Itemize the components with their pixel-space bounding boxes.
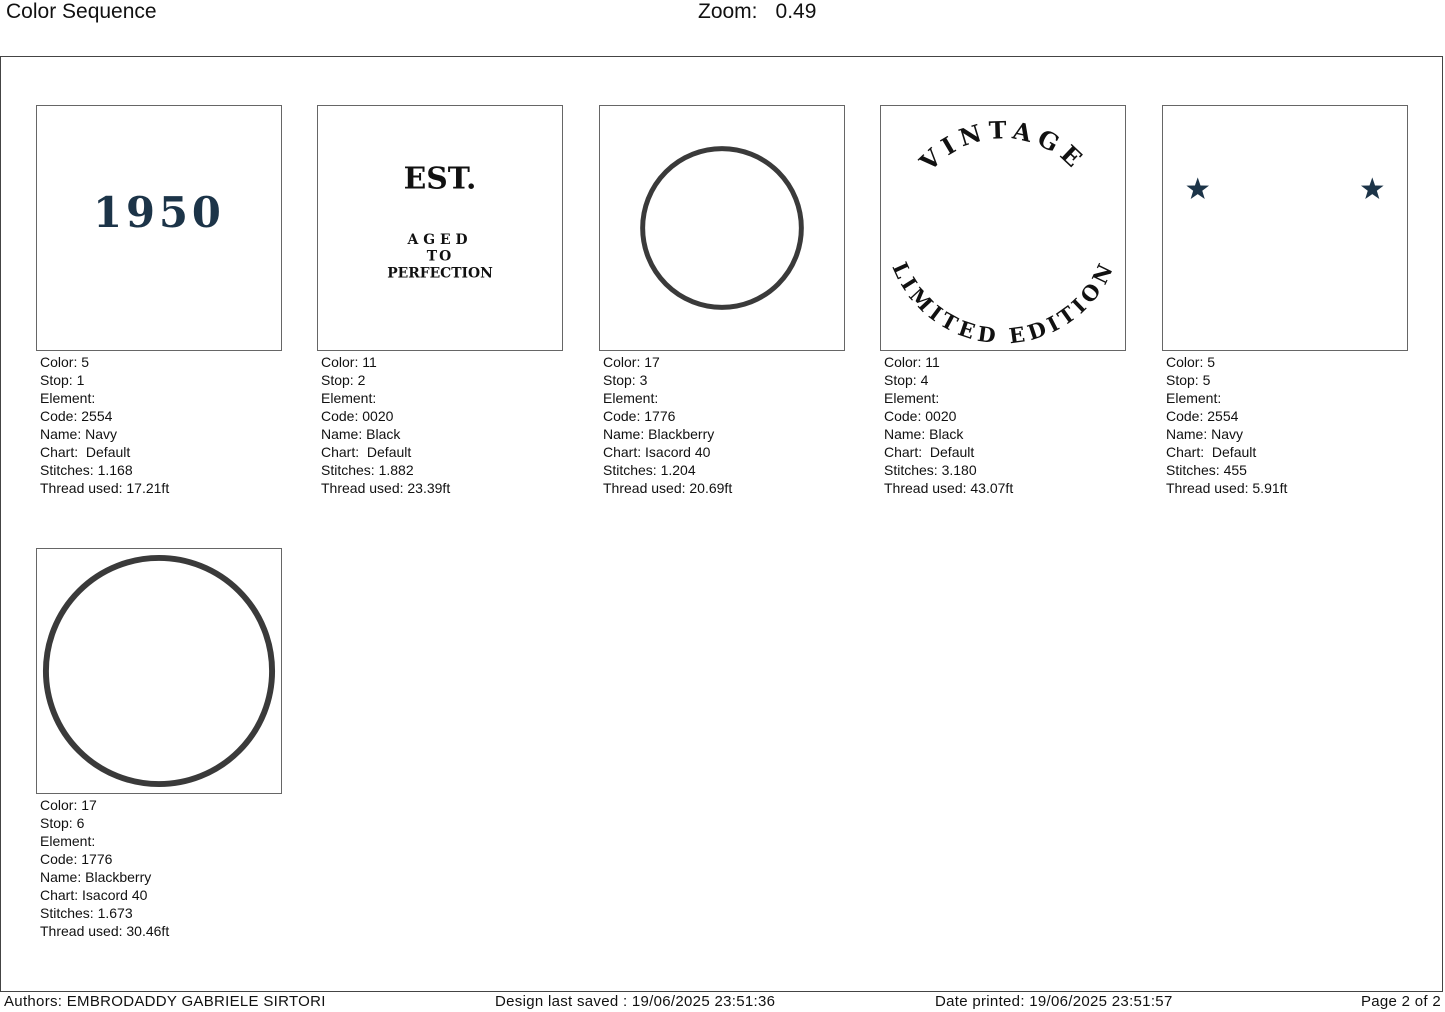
info-color: Color: 5 [1166, 354, 1216, 370]
info-thread: Thread used: 30.46ft [40, 923, 170, 939]
info-thread: Thread used: 43.07ft [884, 480, 1014, 496]
info-chart: Chart: Default [40, 444, 131, 460]
info-code: Code: 2554 [1166, 408, 1239, 424]
footer-last-saved: Design last saved : 19/06/2025 23:51:36 [495, 993, 776, 1010]
footer-page-number: Page 2 of 2 [1360, 993, 1441, 1010]
color-stop-card [36, 105, 282, 497]
star-icon [1186, 177, 1209, 199]
info-stop: Stop: 1 [40, 372, 85, 388]
info-name: Name: Blackberry [40, 869, 152, 885]
info-stitches: Stitches: 1.168 [40, 462, 133, 478]
star-icon [1361, 177, 1384, 199]
preview-text-perfection: PERFECTION [387, 265, 493, 282]
page-title: Color Sequence [6, 0, 157, 23]
info-stop: Stop: 5 [1166, 372, 1211, 388]
stop-info [880, 353, 1126, 497]
info-thread: Thread used: 20.69ft [603, 480, 733, 496]
stitch-preview [36, 105, 282, 351]
footer-authors: Authors: EMBRODADDY GABRIELE SIRTORI [4, 993, 326, 1010]
info-chart: Chart: Default [1166, 444, 1257, 460]
zoom-readout [698, 0, 816, 24]
stop-info [317, 353, 563, 497]
stitch-preview [317, 105, 563, 351]
info-code: Code: 1776 [603, 408, 676, 424]
color-stop-card [880, 105, 1126, 497]
stop-info [1162, 353, 1408, 497]
info-stop: Stop: 6 [40, 815, 85, 831]
info-thread: Thread used: 5.91ft [1166, 480, 1288, 496]
info-chart: Chart: Isacord 40 [603, 444, 711, 460]
info-name: Name: Blackberry [603, 426, 715, 442]
zoom-label: Zoom: [698, 0, 758, 23]
info-color: Color: 17 [40, 797, 97, 813]
stitch-preview [880, 105, 1126, 351]
preview-circle [643, 149, 802, 308]
info-code: Code: 1776 [40, 851, 113, 867]
color-stop-card [36, 548, 282, 940]
info-element: Element: [40, 390, 96, 406]
info-stitches: Stitches: 1.673 [40, 905, 133, 921]
preview-arc-vintage: VINTAGE [914, 116, 1092, 177]
info-element: Element: [1166, 390, 1222, 406]
stop-info [36, 796, 282, 940]
color-stop-card [317, 105, 563, 497]
preview-circle [46, 558, 272, 784]
stitch-preview [1162, 105, 1408, 351]
info-stop: Stop: 3 [603, 372, 648, 388]
info-code: Code: 2554 [40, 408, 113, 424]
info-code: Code: 0020 [884, 408, 957, 424]
info-stop: Stop: 4 [884, 372, 929, 388]
info-stitches: Stitches: 455 [1166, 462, 1247, 478]
info-stitches: Stitches: 1.882 [321, 462, 414, 478]
preview-text-1950: 1950 [93, 188, 225, 238]
color-stop-card [599, 105, 845, 497]
info-name: Name: Navy [40, 426, 118, 442]
info-color: Color: 11 [884, 354, 940, 370]
info-element: Element: [321, 390, 377, 406]
info-name: Name: Black [321, 426, 401, 442]
stitch-preview [599, 105, 845, 351]
info-thread: Thread used: 17.21ft [40, 480, 170, 496]
info-chart: Chart: Default [321, 444, 412, 460]
zoom-value: 0.49 [775, 0, 817, 23]
info-element: Element: [884, 390, 940, 406]
preview-text-est: EST. [403, 161, 477, 197]
preview-text-to: TO [426, 248, 454, 265]
info-name: Name: Black [884, 426, 964, 442]
stitch-preview [36, 548, 282, 794]
info-color: Color: 11 [321, 354, 377, 370]
info-code: Code: 0020 [321, 408, 394, 424]
info-stitches: Stitches: 3.180 [884, 462, 977, 478]
stop-info [36, 353, 282, 497]
preview-text-aged: AGED [407, 231, 473, 248]
info-chart: Chart: Default [884, 444, 975, 460]
preview-arc-limited-edition: LIMITED EDITION [887, 258, 1119, 349]
info-stitches: Stitches: 1.204 [603, 462, 696, 478]
info-chart: Chart: Isacord 40 [40, 887, 148, 903]
info-stop: Stop: 2 [321, 372, 366, 388]
info-color: Color: 5 [40, 354, 90, 370]
info-color: Color: 17 [603, 354, 660, 370]
stop-info [599, 353, 845, 497]
info-element: Element: [603, 390, 659, 406]
color-stop-card [1162, 105, 1408, 497]
info-name: Name: Navy [1166, 426, 1244, 442]
info-element: Element: [40, 833, 96, 849]
footer-date-printed: Date printed: 19/06/2025 23:51:57 [935, 993, 1173, 1010]
info-thread: Thread used: 23.39ft [321, 480, 451, 496]
